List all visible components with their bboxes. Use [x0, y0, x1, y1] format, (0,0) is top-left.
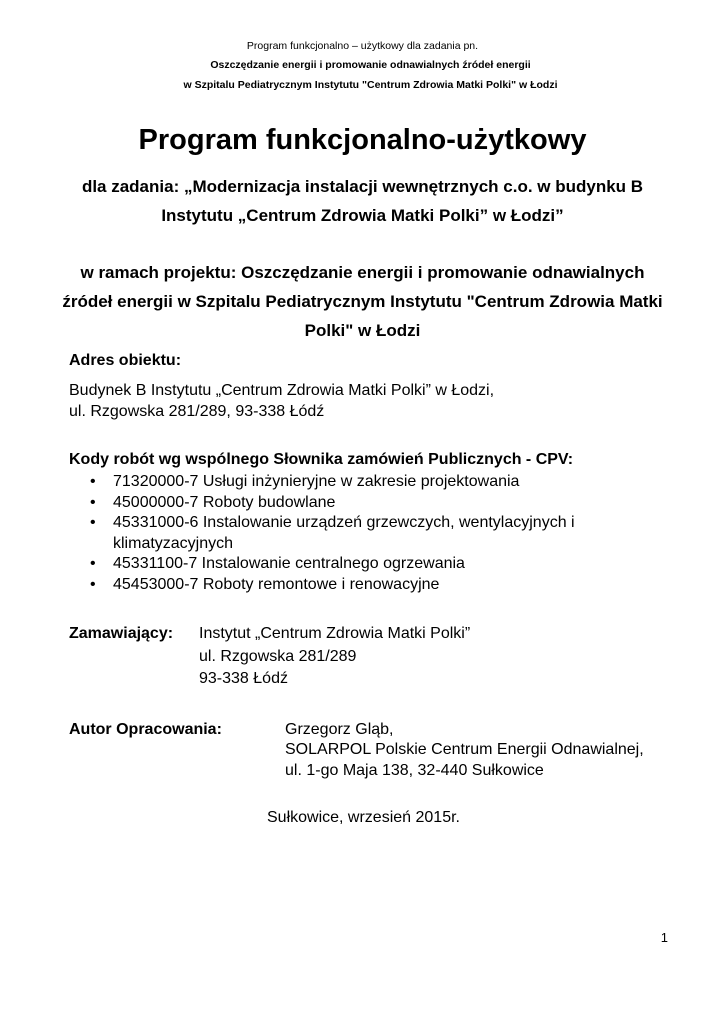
author-line-3: ul. 1-go Maja 138, 32-440 Sułkowice	[285, 762, 544, 779]
task-line-2: Instytutu „Centrum Zdrowia Matki Polki” w Łodzi”	[161, 206, 564, 225]
author-line-2: SOLARPOL Polskie Centrum Energii Odnawialnej,	[285, 741, 644, 758]
cpv-list	[69, 472, 673, 595]
list-item	[69, 513, 673, 554]
cpv-item-text: 45331000-6 Instalowanie urządzeń grzewczych, wentylacyjnych i klimatyzacyjnych	[113, 514, 575, 552]
bullet-icon: •	[90, 493, 96, 511]
address-label: Adres obiektu:	[69, 352, 182, 369]
running-header-line-1: Program funkcjonalno – użytkowy dla zadania pn.	[246, 40, 479, 52]
address-line-1: Budynek B Instytutu „Centrum Zdrowia Matki Polki” w Łodzi,	[69, 382, 495, 399]
cpv-item-text: 45331100-7 Instalowanie centralnego ogrzewania	[113, 555, 465, 572]
project-line-3: Polki" w Łodzi	[304, 321, 421, 340]
address-line-2: ul. Rzgowska 281/289, 93-338 Łódź	[69, 403, 325, 420]
bullet-icon: •	[90, 555, 96, 572]
running-header-line-2: Oszczędzanie energii i promowanie odnawialnych źródeł energii	[210, 59, 531, 71]
task-line-1: dla zadania: „Modernizacja instalacji wewnętrznych c.o. w budynku B	[81, 177, 644, 196]
document-title: Program funkcjonalno-użytkowy	[138, 124, 587, 156]
list-item	[69, 493, 673, 514]
client-line-1: Instytut „Centrum Zdrowia Matki Polki”	[199, 625, 471, 642]
client-label: Zamawiający:	[69, 625, 174, 642]
cpv-item-text: 45000000-7 Roboty budowlane	[113, 493, 336, 511]
author-label: Autor Opracowania:	[69, 721, 222, 738]
list-item	[69, 554, 673, 575]
list-item	[69, 472, 673, 493]
cpv-label: Kody robót wg wspólnego Słownika zamówień Publicznych - CPV:	[69, 451, 574, 468]
author-line-1: Grzegorz Gląb,	[285, 721, 394, 738]
client-line-2: ul. Rzgowska 281/289	[199, 648, 357, 665]
project-line-2: źródeł energii w Szpitalu Pediatrycznym Instytutu "Centrum Zdrowia Matki	[62, 292, 663, 311]
bullet-icon: •	[90, 473, 96, 490]
list-item	[69, 575, 673, 596]
client-line-3: 93-338 Łódź	[199, 670, 288, 687]
bullet-icon: •	[90, 514, 96, 531]
page-number: 1	[660, 930, 668, 945]
cpv-item-text: 71320000-7 Usługi inżynieryjne w zakresie projektowania	[113, 473, 520, 490]
place-date: Sułkowice, wrzesień 2015r.	[267, 809, 460, 826]
cpv-item-text: 45453000-7 Roboty remontowe i renowacyjne	[113, 575, 440, 593]
project-line-1: w ramach projektu: Oszczędzanie energii i promowanie odnawialnych	[80, 263, 645, 282]
running-header-line-3: w Szpitalu Pediatrycznym Instytutu "Centrum Zdrowia Matki Polki" w Łodzi	[183, 79, 558, 91]
bullet-icon: •	[90, 575, 96, 593]
